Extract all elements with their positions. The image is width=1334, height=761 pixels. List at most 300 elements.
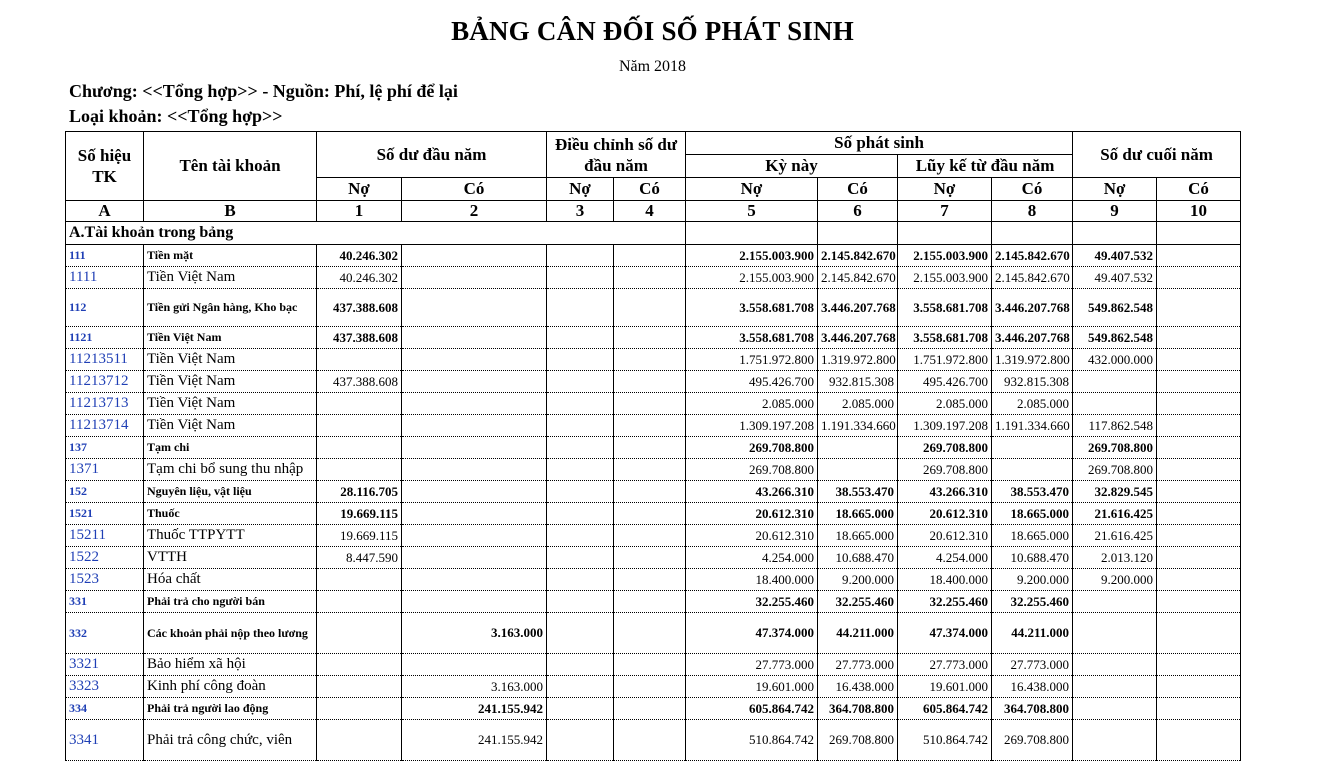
account-code: 334: [66, 698, 144, 720]
amount-cell: 18.665.000: [818, 503, 898, 525]
amount-cell: 3.446.207.768: [992, 327, 1073, 349]
amount-cell: 19.669.115: [317, 503, 402, 525]
account-name: Tạm chi bổ sung thu nhập: [144, 459, 317, 481]
amount-cell: 9.200.000: [992, 569, 1073, 591]
header-co: Có: [614, 178, 686, 201]
table-row: [66, 569, 1241, 591]
amount-cell: 1.309.197.208: [898, 415, 992, 437]
amount-cell: [402, 327, 547, 349]
column-code: 1: [317, 201, 402, 222]
amount-cell: [317, 459, 402, 481]
amount-cell: 20.612.310: [686, 525, 818, 547]
chuong-line: Chương: <<Tổng hợp>> - Nguồn: Phí, lệ phí để lại: [69, 81, 458, 101]
header-no: Nợ: [317, 178, 402, 201]
amount-cell: 2.145.842.670: [992, 267, 1073, 289]
amount-cell: [402, 503, 547, 525]
amount-cell: 44.211.000: [992, 613, 1073, 654]
amount-cell: [818, 437, 898, 459]
account-code: 331: [66, 591, 144, 613]
amount-cell: [402, 393, 547, 415]
amount-cell: 27.773.000: [898, 654, 992, 676]
amount-cell: [547, 654, 614, 676]
amount-cell: 2.155.003.900: [898, 245, 992, 267]
amount-cell: [1157, 267, 1241, 289]
account-name: Phải trả công chức, viên: [144, 720, 317, 761]
amount-cell: [402, 525, 547, 547]
section-title: A.Tài khoản trong bảng: [66, 222, 686, 245]
amount-cell: 28.116.705: [317, 481, 402, 503]
amount-cell: 43.266.310: [686, 481, 818, 503]
amount-cell: 2.085.000: [992, 393, 1073, 415]
account-name: Tiền Việt Nam: [144, 415, 317, 437]
amount-cell: [547, 415, 614, 437]
amount-cell: 3.558.681.708: [898, 327, 992, 349]
amount-cell: 9.200.000: [1073, 569, 1157, 591]
amount-cell: [402, 349, 547, 371]
amount-cell: [614, 569, 686, 591]
account-name: VTTH: [144, 547, 317, 569]
amount-cell: 2.155.003.900: [686, 267, 818, 289]
amount-cell: [547, 437, 614, 459]
table-row: [66, 371, 1241, 393]
header-co: Có: [818, 178, 898, 201]
amount-cell: [317, 415, 402, 437]
amount-cell: [402, 547, 547, 569]
amount-cell: 2.155.003.900: [898, 267, 992, 289]
account-code: 332: [66, 613, 144, 654]
account-code: 1371: [66, 459, 144, 481]
account-code: 11213714: [66, 415, 144, 437]
amount-cell: 269.708.800: [898, 437, 992, 459]
amount-cell: [614, 654, 686, 676]
header-no: Nợ: [898, 178, 992, 201]
amount-cell: 43.266.310: [898, 481, 992, 503]
amount-cell: [547, 547, 614, 569]
amount-cell: 364.708.800: [992, 698, 1073, 720]
amount-cell: [547, 289, 614, 327]
amount-cell: 21.616.425: [1073, 525, 1157, 547]
amount-cell: [614, 415, 686, 437]
amount-cell: 117.862.548: [1073, 415, 1157, 437]
amount-cell: [402, 481, 547, 503]
amount-cell: [1073, 676, 1157, 698]
account-name: Thuốc: [144, 503, 317, 525]
account-code: 137: [66, 437, 144, 459]
amount-cell: 432.000.000: [1073, 349, 1157, 371]
amount-cell: [614, 267, 686, 289]
account-code: 1111: [66, 267, 144, 289]
amount-cell: [402, 569, 547, 591]
header-phat-sinh: Số phát sinh: [686, 132, 1073, 155]
amount-cell: [1157, 591, 1241, 613]
amount-cell: [402, 654, 547, 676]
amount-cell: [317, 654, 402, 676]
section-cell: [1073, 222, 1157, 245]
header-luy-ke: Lũy kế từ đầu năm: [898, 155, 1073, 178]
amount-cell: 1.309.197.208: [686, 415, 818, 437]
table-row: [66, 720, 1241, 761]
section-cell: [818, 222, 898, 245]
amount-cell: [614, 481, 686, 503]
amount-cell: [402, 415, 547, 437]
amount-cell: [547, 525, 614, 547]
amount-cell: [317, 437, 402, 459]
amount-cell: 932.815.308: [992, 371, 1073, 393]
table-row: [66, 503, 1241, 525]
amount-cell: [992, 459, 1073, 481]
amount-cell: 49.407.532: [1073, 245, 1157, 267]
amount-cell: [1157, 525, 1241, 547]
amount-cell: [317, 720, 402, 761]
table-row: [66, 525, 1241, 547]
account-code: 3321: [66, 654, 144, 676]
column-code: 8: [992, 201, 1073, 222]
amount-cell: 18.665.000: [818, 525, 898, 547]
amount-cell: [402, 437, 547, 459]
account-name: Kinh phí công đoàn: [144, 676, 317, 698]
amount-cell: [614, 327, 686, 349]
amount-cell: [1157, 569, 1241, 591]
amount-cell: 38.553.470: [818, 481, 898, 503]
amount-cell: 32.255.460: [992, 591, 1073, 613]
amount-cell: [614, 289, 686, 327]
table-row: [66, 327, 1241, 349]
account-code: 112: [66, 289, 144, 327]
header-co: Có: [992, 178, 1073, 201]
account-code: 1522: [66, 547, 144, 569]
report-title: BẢNG CÂN ĐỐI SỐ PHÁT SINH: [451, 16, 854, 46]
header-so-hieu: Số hiệu TK: [66, 132, 144, 201]
amount-cell: 437.388.608: [317, 371, 402, 393]
account-code: 3323: [66, 676, 144, 698]
account-name: Các khoản phải nộp theo lương: [144, 613, 317, 654]
amount-cell: 3.446.207.768: [992, 289, 1073, 327]
amount-cell: [614, 459, 686, 481]
amount-cell: [1157, 437, 1241, 459]
amount-cell: 1.319.972.800: [818, 349, 898, 371]
amount-cell: [614, 720, 686, 761]
amount-cell: [1157, 393, 1241, 415]
amount-cell: 495.426.700: [686, 371, 818, 393]
amount-cell: [547, 459, 614, 481]
amount-cell: [547, 481, 614, 503]
amount-cell: 19.601.000: [898, 676, 992, 698]
table-row: [66, 393, 1241, 415]
amount-cell: 32.255.460: [686, 591, 818, 613]
header-dieu-chinh: Điều chỉnh số dư đầu năm: [547, 132, 686, 178]
table-row: [66, 289, 1241, 327]
amount-cell: 18.400.000: [898, 569, 992, 591]
header-du-dau-nam: Số dư đầu năm: [317, 132, 547, 178]
amount-cell: 1.191.334.660: [818, 415, 898, 437]
amount-cell: [1157, 349, 1241, 371]
amount-cell: [614, 393, 686, 415]
account-code: 11213713: [66, 393, 144, 415]
section-row: [66, 222, 1241, 245]
amount-cell: 3.446.207.768: [818, 289, 898, 327]
amount-cell: 437.388.608: [317, 327, 402, 349]
header-no: Nợ: [686, 178, 818, 201]
header-co: Có: [402, 178, 547, 201]
amount-cell: 19.669.115: [317, 525, 402, 547]
amount-cell: 32.255.460: [818, 591, 898, 613]
amount-cell: [1073, 393, 1157, 415]
table-row: [66, 481, 1241, 503]
amount-cell: [402, 289, 547, 327]
column-code: 10: [1157, 201, 1241, 222]
account-name: Tiền Việt Nam: [144, 393, 317, 415]
amount-cell: [1157, 698, 1241, 720]
amount-cell: [614, 349, 686, 371]
amount-cell: [547, 349, 614, 371]
amount-cell: 510.864.742: [686, 720, 818, 761]
amount-cell: 3.558.681.708: [686, 327, 818, 349]
account-name: Tiền Việt Nam: [144, 349, 317, 371]
amount-cell: 40.246.302: [317, 267, 402, 289]
amount-cell: [1157, 481, 1241, 503]
amount-cell: 932.815.308: [818, 371, 898, 393]
table-row: [66, 245, 1241, 267]
account-code: 3341: [66, 720, 144, 761]
amount-cell: [317, 393, 402, 415]
amount-cell: 549.862.548: [1073, 289, 1157, 327]
amount-cell: 3.558.681.708: [686, 289, 818, 327]
table-row: [66, 437, 1241, 459]
section-cell: [1157, 222, 1241, 245]
amount-cell: 605.864.742: [686, 698, 818, 720]
amount-cell: [317, 591, 402, 613]
amount-cell: 32.829.545: [1073, 481, 1157, 503]
amount-cell: 40.246.302: [317, 245, 402, 267]
column-code: 2: [402, 201, 547, 222]
account-name: Tiền Việt Nam: [144, 267, 317, 289]
amount-cell: [992, 437, 1073, 459]
amount-cell: [614, 676, 686, 698]
amount-cell: 2.085.000: [686, 393, 818, 415]
amount-cell: [547, 698, 614, 720]
amount-cell: [547, 569, 614, 591]
amount-cell: 269.708.800: [818, 720, 898, 761]
header-ky-nay: Kỳ này: [686, 155, 898, 178]
account-code: 11213511: [66, 349, 144, 371]
amount-cell: [1073, 720, 1157, 761]
amount-cell: 3.558.681.708: [898, 289, 992, 327]
column-code: 5: [686, 201, 818, 222]
amount-cell: [614, 698, 686, 720]
amount-cell: 2.085.000: [898, 393, 992, 415]
column-code: 7: [898, 201, 992, 222]
amount-cell: 4.254.000: [898, 547, 992, 569]
table-row: [66, 654, 1241, 676]
amount-cell: [1157, 547, 1241, 569]
amount-cell: [402, 371, 547, 393]
amount-cell: [317, 676, 402, 698]
amount-cell: 437.388.608: [317, 289, 402, 327]
amount-cell: 2.145.842.670: [818, 267, 898, 289]
amount-cell: 269.708.800: [686, 437, 818, 459]
amount-cell: [317, 349, 402, 371]
amount-cell: [1157, 503, 1241, 525]
amount-cell: [614, 547, 686, 569]
account-name: Tiền Việt Nam: [144, 371, 317, 393]
amount-cell: 47.374.000: [686, 613, 818, 654]
amount-cell: 4.254.000: [686, 547, 818, 569]
table-row: [66, 698, 1241, 720]
amount-cell: [1073, 613, 1157, 654]
amount-cell: [402, 459, 547, 481]
amount-cell: 38.553.470: [992, 481, 1073, 503]
amount-cell: 49.407.532: [1073, 267, 1157, 289]
table-row: [66, 676, 1241, 698]
amount-cell: [1157, 327, 1241, 349]
account-name: Hóa chất: [144, 569, 317, 591]
account-name: Phải trả cho người bán: [144, 591, 317, 613]
amount-cell: 269.708.800: [686, 459, 818, 481]
header-no: Nợ: [547, 178, 614, 201]
header-ten-tk: Tên tài khoản: [144, 132, 317, 201]
section-cell: [898, 222, 992, 245]
amount-cell: 510.864.742: [898, 720, 992, 761]
amount-cell: [1157, 371, 1241, 393]
table-row: [66, 267, 1241, 289]
amount-cell: 269.708.800: [1073, 459, 1157, 481]
amount-cell: [614, 525, 686, 547]
amount-cell: 20.612.310: [898, 525, 992, 547]
amount-cell: [1157, 245, 1241, 267]
section-cell: [992, 222, 1073, 245]
amount-cell: 18.400.000: [686, 569, 818, 591]
amount-cell: 2.085.000: [818, 393, 898, 415]
account-code: 1523: [66, 569, 144, 591]
amount-cell: 27.773.000: [992, 654, 1073, 676]
amount-cell: [547, 503, 614, 525]
amount-cell: 8.447.590: [317, 547, 402, 569]
amount-cell: 18.665.000: [992, 503, 1073, 525]
amount-cell: [547, 591, 614, 613]
amount-cell: 47.374.000: [898, 613, 992, 654]
column-code: A: [66, 201, 144, 222]
amount-cell: [402, 245, 547, 267]
column-code: 9: [1073, 201, 1157, 222]
amount-cell: [402, 267, 547, 289]
amount-cell: 19.601.000: [686, 676, 818, 698]
account-name: Thuốc TTPYTT: [144, 525, 317, 547]
amount-cell: [1073, 591, 1157, 613]
section-cell: [686, 222, 818, 245]
account-name: Nguyên liệu, vật liệu: [144, 481, 317, 503]
amount-cell: 495.426.700: [898, 371, 992, 393]
report-year: Năm 2018: [618, 58, 687, 75]
amount-cell: 3.446.207.768: [818, 327, 898, 349]
amount-cell: 16.438.000: [818, 676, 898, 698]
amount-cell: [547, 371, 614, 393]
table-body: [66, 222, 1241, 761]
amount-cell: 364.708.800: [818, 698, 898, 720]
amount-cell: [614, 371, 686, 393]
account-name: Tiền mặt: [144, 245, 317, 267]
amount-cell: 32.255.460: [898, 591, 992, 613]
amount-cell: [1157, 415, 1241, 437]
account-name: Phải trả người lao động: [144, 698, 317, 720]
amount-cell: [1073, 654, 1157, 676]
table-row: [66, 459, 1241, 481]
amount-cell: [1157, 289, 1241, 327]
amount-cell: [1073, 698, 1157, 720]
amount-cell: 10.688.470: [818, 547, 898, 569]
amount-cell: 269.708.800: [1073, 437, 1157, 459]
amount-cell: 27.773.000: [686, 654, 818, 676]
amount-cell: [547, 327, 614, 349]
amount-cell: [402, 591, 547, 613]
amount-cell: [1157, 613, 1241, 654]
amount-cell: 2.145.842.670: [992, 245, 1073, 267]
amount-cell: 10.688.470: [992, 547, 1073, 569]
amount-cell: [547, 267, 614, 289]
amount-cell: 1.319.972.800: [992, 349, 1073, 371]
amount-cell: 21.616.425: [1073, 503, 1157, 525]
amount-cell: [317, 613, 402, 654]
amount-cell: [1073, 371, 1157, 393]
table-row: [66, 591, 1241, 613]
amount-cell: 9.200.000: [818, 569, 898, 591]
amount-cell: [547, 613, 614, 654]
header-co: Có: [1157, 178, 1241, 201]
account-name: Tiền Việt Nam: [144, 327, 317, 349]
column-code: 6: [818, 201, 898, 222]
amount-cell: [547, 676, 614, 698]
amount-cell: 1.191.334.660: [992, 415, 1073, 437]
amount-cell: [614, 591, 686, 613]
account-code: 152: [66, 481, 144, 503]
amount-cell: 2.155.003.900: [686, 245, 818, 267]
amount-cell: [317, 698, 402, 720]
column-code: 4: [614, 201, 686, 222]
account-name: Tiền gửi Ngân hàng, Kho bạc: [144, 289, 317, 327]
amount-cell: 27.773.000: [818, 654, 898, 676]
amount-cell: 3.163.000: [402, 613, 547, 654]
amount-cell: 16.438.000: [992, 676, 1073, 698]
column-code: 3: [547, 201, 614, 222]
amount-cell: [1157, 720, 1241, 761]
amount-cell: 2.013.120: [1073, 547, 1157, 569]
amount-cell: 241.155.942: [402, 720, 547, 761]
amount-cell: [547, 720, 614, 761]
amount-cell: 269.708.800: [992, 720, 1073, 761]
table-row: [66, 613, 1241, 654]
amount-cell: [614, 613, 686, 654]
amount-cell: [547, 245, 614, 267]
amount-cell: [614, 503, 686, 525]
amount-cell: 20.612.310: [898, 503, 992, 525]
account-code: 15211: [66, 525, 144, 547]
amount-cell: [614, 437, 686, 459]
amount-cell: 44.211.000: [818, 613, 898, 654]
table-row: [66, 349, 1241, 371]
balance-table: [65, 131, 1241, 761]
column-code: B: [144, 201, 317, 222]
account-code: 111: [66, 245, 144, 267]
amount-cell: 1.751.972.800: [686, 349, 818, 371]
amount-cell: 605.864.742: [898, 698, 992, 720]
amount-cell: 20.612.310: [686, 503, 818, 525]
amount-cell: 549.862.548: [1073, 327, 1157, 349]
account-name: Bảo hiểm xã hội: [144, 654, 317, 676]
header-du-cuoi-nam: Số dư cuối năm: [1073, 132, 1241, 178]
table-row: [66, 415, 1241, 437]
amount-cell: [1157, 654, 1241, 676]
account-code: 1121: [66, 327, 144, 349]
account-name: Tạm chi: [144, 437, 317, 459]
